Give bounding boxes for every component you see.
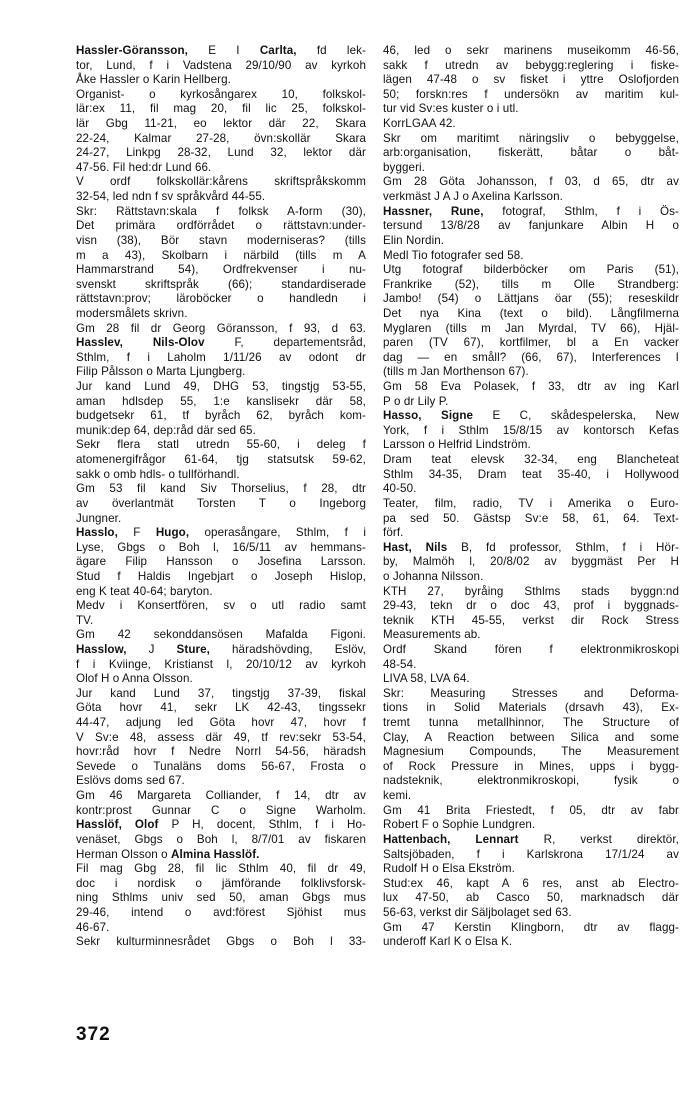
left-column-line <box>76 453 366 468</box>
left-column-line <box>76 482 366 497</box>
entry-text: Sthlm, f i Laholm 1/11/26 av odont dr <box>76 350 366 364</box>
right-column-line <box>383 804 679 819</box>
entry-text: Det nya Kina (text o bild). Långfilmerna <box>383 306 679 320</box>
right-column-line <box>383 336 679 351</box>
left-column-line <box>76 44 366 59</box>
entry-headword: Hasso, Signe <box>383 409 474 423</box>
right-column-line <box>383 497 679 512</box>
left-column-line <box>76 146 366 161</box>
right-column-line <box>383 628 679 643</box>
entry-text: Gm 42 sekonddansösen Mafalda Figoni. <box>76 628 366 642</box>
entry-text: atomenergifrågor 61-64, tjg statsutsk 59-62, <box>76 453 366 467</box>
entry-text: Myglaren (tills m Jan Myrdal, TV 66), Hjäl- <box>383 321 679 335</box>
left-column-line <box>76 935 366 950</box>
entry-text: 22-24, Kalmar 27-28, övn:skollär Skara <box>76 131 366 145</box>
entry-text: Saltsjöbaden, f i Karlskrona 17/1/24 av <box>383 847 679 861</box>
left-column-line <box>76 117 366 132</box>
entry-text: Gm 46 Margareta Colliander, f 14, dtr av <box>76 789 366 803</box>
entry-text: häradshövding, Eslöv, <box>210 642 366 656</box>
left-column-line <box>76 161 366 176</box>
entry-text: tions in Solid Materials (drsavh 43), Ex- <box>383 701 679 715</box>
entry-text: verkmäst J A J o Axelina Karlsson. <box>383 190 563 204</box>
right-column-line <box>383 424 679 439</box>
right-column-line <box>383 205 679 220</box>
entry-headword: Hasslev, Nils-Olov <box>76 336 205 350</box>
right-column-line <box>383 409 679 424</box>
entry-text: Medv i Konsertfören, sv o utl radio samt <box>76 599 366 613</box>
entry-text: byggeri. <box>383 160 426 174</box>
right-column-line <box>383 891 679 906</box>
left-column-line <box>76 88 366 103</box>
left-column-line <box>76 804 366 819</box>
entry-text: Lyse, Gbgs o Boh l, 16/5/11 av hemmans- <box>76 540 366 554</box>
right-column-line <box>383 658 679 673</box>
left-column-line <box>76 614 366 629</box>
entry-text: Gm 47 Kerstin Klingborn, dtr av flagg- <box>383 920 679 934</box>
right-column-line <box>383 745 679 760</box>
entry-text: (tills m Jan Morthenson 67). <box>383 365 529 379</box>
entry-text: B, fd professor, Sthlm, f i Hör- <box>447 540 679 554</box>
entry-text: kemi. <box>383 789 412 803</box>
left-column-line <box>76 891 366 906</box>
entry-text: Organist- o kyrkosångarex 10, folkskol- <box>76 87 366 101</box>
entry-text: V ordf folkskollär:kårens skriftspråkskomm <box>76 175 366 189</box>
left-column-line <box>76 307 366 322</box>
left-column-line <box>76 921 366 936</box>
entry-text: underoff Karl K o Elsa K. <box>383 935 513 949</box>
entry-text: sakk f utredn av bebygg:reglering i fiske- <box>383 58 679 72</box>
entry-text: pa sed 50. Gästsp Sv:e 58, 61, 64. Text- <box>383 511 679 525</box>
entry-text: KorrLGAA 42. <box>383 117 456 131</box>
entry-text: 32-54, led ndn f sv språkvård 44-55. <box>76 190 266 204</box>
left-column <box>76 44 366 950</box>
entry-text: Eslövs doms sed 67. <box>76 774 185 788</box>
entry-text: Det primära ordförrådet o rättstavn:under- <box>76 219 366 233</box>
entry-text: Jambo! (54) o Lättjans öar (55); reseskildr <box>383 292 679 306</box>
entry-text: 47-56. Fil hed:dr Lund 66. <box>76 160 212 174</box>
entry-text: Sekr kulturminnesrådet Gbgs o Boh l 33- <box>76 935 366 949</box>
right-column-line <box>383 672 679 687</box>
left-column-line <box>76 424 366 439</box>
right-column-line <box>383 570 679 585</box>
entry-text: Utg fotograf bilderböcker om Paris (51), <box>383 263 679 277</box>
entry-headword: Hassner, Rune, <box>383 204 484 218</box>
entry-text: tor, Lund, f i Vadstena 29/10/90 av kyrkoh <box>76 58 366 72</box>
entry-text: R, verkst direktör, <box>518 832 679 846</box>
right-column-line <box>383 468 679 483</box>
right-column-line <box>383 935 679 950</box>
left-column-line <box>76 292 366 307</box>
entry-text: Skr: Measuring Stresses and Deforma- <box>383 686 679 700</box>
left-column-line <box>76 745 366 760</box>
entry-text: Gm 41 Brita Friestedt, f 05, dtr av fabr <box>383 803 679 817</box>
right-column-line <box>383 526 679 541</box>
entry-text: Skr: Rättstavn:skala f folksk A-form (30), <box>76 204 366 218</box>
entry-text: V Sv:e 48, assess där 49, tf rev:sekr 53-54, <box>76 730 366 744</box>
left-column-line <box>76 628 366 643</box>
right-column-line <box>383 175 679 190</box>
entry-text: P o dr Lily P. <box>383 394 449 408</box>
entry-text: Magnesium Compounds, The Measurement <box>383 745 679 759</box>
left-column-line <box>76 555 366 570</box>
right-column-line <box>383 249 679 264</box>
entry-text: P H, docent, Sthlm, f i Ho- <box>158 818 366 832</box>
right-column-line <box>383 585 679 600</box>
entry-text: hovr:råd hovr f Nedre Norrl 54-56, häradsh <box>76 745 366 759</box>
right-column-line <box>383 132 679 147</box>
right-column-line <box>383 818 679 833</box>
entry-text: förf. <box>383 526 404 540</box>
entry-text: tur vid Sv:es kuster o i utl. <box>383 102 519 116</box>
right-column-line <box>383 760 679 775</box>
entry-text: Clay, A Reaction between Silica and some <box>383 730 679 744</box>
entry-headword: Almina Hasslöf. <box>171 847 260 861</box>
entry-text: dag — en småll? (66, 67), Interferences I <box>383 350 679 364</box>
entry-text: o Johanna Nilsson. <box>383 569 484 583</box>
left-column-line <box>76 687 366 702</box>
entry-text: F <box>117 526 156 540</box>
left-column-line <box>76 643 366 658</box>
right-column-line <box>383 614 679 629</box>
entry-text: 40-50. <box>383 482 417 496</box>
left-column-line <box>76 833 366 848</box>
left-column-line <box>76 438 366 453</box>
left-column-line <box>76 760 366 775</box>
right-column-line <box>383 643 679 658</box>
right-column-line <box>383 862 679 877</box>
entry-text: Dram teat elevsk 32-34, eng Blancheteat <box>383 453 679 467</box>
entry-text: Robert F o Sophie Lundgren. <box>383 818 536 832</box>
entry-text: operasångare, Sthlm, f i <box>189 526 366 540</box>
right-column-line <box>383 117 679 132</box>
right-column-line <box>383 292 679 307</box>
right-column-line <box>383 512 679 527</box>
right-column-line <box>383 102 679 117</box>
left-column-line <box>76 234 366 249</box>
left-column-line <box>76 789 366 804</box>
left-column-line <box>76 541 366 556</box>
entry-headword: Hast, Nils <box>383 540 448 554</box>
entry-text: munik:dep 64, dep:råd där sed 65. <box>76 423 256 437</box>
entry-text: Hammarstrand 54), Ordfrekvenser i nu- <box>76 263 366 277</box>
entry-text: Åke Hassler o Karin Hellberg. <box>76 73 231 87</box>
entry-text: aman hdlsdep 55, 1:e kanslisekr där 58, <box>76 394 366 408</box>
entry-text: F, departementsråd, <box>204 336 366 350</box>
left-column-line <box>76 205 366 220</box>
left-column-line <box>76 365 366 380</box>
right-column-line <box>383 701 679 716</box>
right-column-line <box>383 234 679 249</box>
entry-text: Stud f Haldis Ingebjart o Joseph Hislop, <box>76 569 366 583</box>
right-column-line <box>383 395 679 410</box>
right-column-line <box>383 541 679 556</box>
entry-text: budgetsekr 61, tf byråch 62, byråch kom- <box>76 409 366 423</box>
entry-text: Measurements ab. <box>383 628 481 642</box>
entry-text: paren (TV 67), kortfilmer, bl a En vacker <box>383 336 679 350</box>
entry-text: 46-67. <box>76 920 110 934</box>
right-column-line <box>383 848 679 863</box>
right-column-line <box>383 877 679 892</box>
right-column-line <box>383 351 679 366</box>
entry-text: Sthlm 34-35, Dram teat 35-40, i Hollywood <box>383 467 679 481</box>
right-column <box>383 44 679 950</box>
entry-text: York, f i Sthlm 15/8/15 av kontorsch Kefas <box>383 423 679 437</box>
entry-text: Frankrike (52), tills m Olle Strandberg: <box>383 277 679 291</box>
entry-text: Gm 28 Göta Johansson, f 03, d 65, dtr av <box>383 175 679 189</box>
entry-text: Herman Olsson o <box>76 847 172 861</box>
entry-text: Rudolf H o Elsa Ekström. <box>383 862 515 876</box>
left-column-line <box>76 73 366 88</box>
left-column-line <box>76 278 366 293</box>
entry-text: E I <box>187 44 260 57</box>
entry-text: LIVA 58, LVA 64. <box>383 672 470 686</box>
entry-text: of Rock Pressure in Mines, upps i bygg- <box>383 759 679 773</box>
left-column-line <box>76 249 366 264</box>
left-column-line <box>76 526 366 541</box>
right-column-line <box>383 59 679 74</box>
right-column-line <box>383 774 679 789</box>
left-column-line <box>76 877 366 892</box>
entry-text: ägare Filip Hansson o Josefina Larsson. <box>76 555 366 569</box>
right-column-line <box>383 278 679 293</box>
left-column-line <box>76 59 366 74</box>
right-column-line <box>383 263 679 278</box>
left-column-line <box>76 848 366 863</box>
left-column-line <box>76 862 366 877</box>
entry-text: lux 47-50, ab Casco 50, marknadsch där <box>383 891 679 905</box>
left-column-line <box>76 175 366 190</box>
entry-text: Larsson o Helfrid Lindström. <box>383 438 531 452</box>
left-column-line <box>76 585 366 600</box>
entry-text: lär:ex 11, fil mag 20, fil lic 25, folkskol- <box>76 102 366 116</box>
right-column-line <box>383 44 679 59</box>
left-column-line <box>76 731 366 746</box>
entry-text: KTH 27, byråing Sthlms stads byggn:nd <box>383 584 679 598</box>
entry-text: 24-27, Linkpg 28-32, Lund 32, lektor där <box>76 146 366 160</box>
right-column-line <box>383 365 679 380</box>
left-column-line <box>76 701 366 716</box>
entry-text: venäset, Gbgs o Boh l, 8/7/01 av fiskaren <box>76 832 366 846</box>
entry-text: nadsteknik, elektronmikroskopi, fysik o <box>383 774 679 788</box>
right-column-line <box>383 380 679 395</box>
entry-text: 48-54. <box>383 657 417 671</box>
left-column-line <box>76 351 366 366</box>
entry-headword: Hasslöf, Olof <box>76 818 159 832</box>
right-column-line <box>383 219 679 234</box>
entry-headword: Hasslow, <box>76 642 127 656</box>
entry-text: Ordf Skand fören f elektronmikroskopi <box>383 642 679 656</box>
right-column-line <box>383 789 679 804</box>
entry-headword: Hassler-Göransson, <box>76 44 188 57</box>
left-column-line <box>76 395 366 410</box>
entry-text: 46, led o sekr marinens museikomm 46-56, <box>383 44 679 57</box>
entry-text: f i Kviinge, Kristianst l, 20/10/12 av kyrkoh <box>76 657 366 671</box>
entry-text: Skr om maritimt näringsliv o bebyggelse, <box>383 131 679 145</box>
page-number: 372 <box>76 1024 111 1045</box>
entry-headword: Hugo, <box>155 526 190 540</box>
entry-text: teknik KTH 45-55, verkst dir Rock Stress <box>383 613 679 627</box>
entry-headword: Carlta, <box>259 44 297 57</box>
right-column-line <box>383 833 679 848</box>
entry-text: Gm 53 fil kand Siv Thorselius, f 28, dtr <box>76 482 366 496</box>
right-column-line <box>383 731 679 746</box>
entry-text: tersund 13/8/28 av fanjunkare Albin H o <box>383 219 679 233</box>
entry-text: fd lek- <box>296 44 366 57</box>
right-column-line <box>383 438 679 453</box>
right-column-line <box>383 88 679 103</box>
entry-text: Gm 58 Eva Polasek, f 33, dtr av ing Karl <box>383 380 679 394</box>
left-column-line <box>76 672 366 687</box>
left-column-line <box>76 658 366 673</box>
entry-text: lägen 47-48 o sv fisket i yttre Oslofjorden <box>383 73 679 87</box>
right-column-line <box>383 555 679 570</box>
entry-text: Gm 28 fil dr Georg Göransson, f 93, d 63. <box>76 321 366 335</box>
right-column-line <box>383 906 679 921</box>
entry-text: Fil mag Gbg 28, fil lic Sthlm 40, fil dr 49, <box>76 862 366 876</box>
entry-text: eng K teat 40-64; baryton. <box>76 584 213 598</box>
right-column-line <box>383 190 679 205</box>
entry-text: svenskt skriftspråk (66); standardiserade <box>76 277 366 291</box>
entry-text: Filip Pålsson o Marta Ljungberg. <box>76 365 246 379</box>
entry-text: ning Sthlms univ sed 50, aman Gbgs mus <box>76 891 366 905</box>
entry-text: av överlantmät Torsten T o Ingeborg <box>76 496 366 510</box>
entry-text: Sekr flera statl utredn 55-60, i deleg f <box>76 438 366 452</box>
entry-text: TV. <box>76 613 94 627</box>
right-column-line <box>383 146 679 161</box>
entry-text: by, Malmöh l, 20/8/02 av byggmäst Per H <box>383 555 679 569</box>
entry-text: lär Gbg 11-21, eo lektor där 22, Skara <box>76 117 366 131</box>
left-column-line <box>76 599 366 614</box>
right-column-line <box>383 453 679 468</box>
right-column-line <box>383 716 679 731</box>
left-column-line <box>76 102 366 117</box>
entry-text: Medl Tio fotografer sed 58. <box>383 248 524 262</box>
left-column-line <box>76 380 366 395</box>
entry-text: tremt tunna metallhinnor, The Structure of <box>383 716 679 730</box>
entry-text: Jur kand Lund 49, DHG 53, tingstjg 53-55, <box>76 380 366 394</box>
left-column-line <box>76 219 366 234</box>
entry-text: 29-46, intend o avd:förest Sjöhist mus <box>76 905 366 919</box>
left-column-line <box>76 774 366 789</box>
left-column-line <box>76 409 366 424</box>
entry-text: Sevede o Tunaläns doms 56-67, Frosta o <box>76 759 366 773</box>
entry-text: arb:organisation, fiskerätt, båtar o båt- <box>383 146 679 160</box>
entry-text: J <box>126 642 177 656</box>
entry-text: rättstavn:prov; läroböcker o handledn i <box>76 292 366 306</box>
entry-headword: Hattenbach, Lennart <box>383 832 519 846</box>
entry-text: 44-47, adjung led Göta hovr 47, hovr f <box>76 716 366 730</box>
left-column-line <box>76 906 366 921</box>
left-column-line <box>76 497 366 512</box>
entry-text: 56-63, verkst dir Säljbolaget sed 63. <box>383 905 572 919</box>
entry-text: Stud:ex 46, kapt A 6 res, anst ab Electro- <box>383 876 679 890</box>
entry-text: E C, skådespelerska, New <box>473 409 679 423</box>
right-column-line <box>383 307 679 322</box>
left-column-line <box>76 263 366 278</box>
left-column-line <box>76 190 366 205</box>
right-column-line <box>383 161 679 176</box>
left-column-line <box>76 322 366 337</box>
entry-text: sakk o omb hdls- o tullförhandl. <box>76 467 240 481</box>
right-column-line <box>383 322 679 337</box>
left-column-line <box>76 512 366 527</box>
left-column-line <box>76 132 366 147</box>
entry-text: Olof H o Anna Olsson. <box>76 672 193 686</box>
right-column-line <box>383 599 679 614</box>
entry-text: Jur kand Lund 37, tingstjg 37-39, fiskal <box>76 686 366 700</box>
right-column-line <box>383 687 679 702</box>
entry-text: fotograf, Sthlm, f i Ös- <box>483 204 679 218</box>
entry-text: 29-43, tekn dr o doc 43, prof i byggnads- <box>383 599 679 613</box>
right-column-line <box>383 73 679 88</box>
right-column-line <box>383 482 679 497</box>
entry-headword: Sture, <box>176 642 211 656</box>
left-column-line <box>76 336 366 351</box>
entry-text: 50; forskn:res f undersökn av maritim kul- <box>383 87 679 101</box>
entry-text: Jungner. <box>76 511 122 525</box>
entry-text: Göta hovr 41, sekr LK 42-43, tingssekr <box>76 701 366 715</box>
entry-text: Elin Nordin. <box>383 233 445 247</box>
entry-text: visn (38), Bör stavn moderniseras? (tills <box>76 233 366 247</box>
entry-text: kontr:prost Gunnar C o Signe Warholm. <box>76 803 366 817</box>
entry-text: modersmålets skrivn. <box>76 306 188 320</box>
left-column-line <box>76 570 366 585</box>
left-column-line <box>76 818 366 833</box>
right-column-line <box>383 921 679 936</box>
entry-text: Teater, film, radio, TV i Amerika o Euro- <box>383 496 679 510</box>
entry-text: doc i nordisk o jämförande folklivsforsk- <box>76 876 366 890</box>
entry-text: m a 43), Skolbarn i närbild (tills m A <box>76 248 366 262</box>
entry-headword: Hasslo, <box>76 526 118 540</box>
left-column-line <box>76 716 366 731</box>
left-column-line <box>76 468 366 483</box>
